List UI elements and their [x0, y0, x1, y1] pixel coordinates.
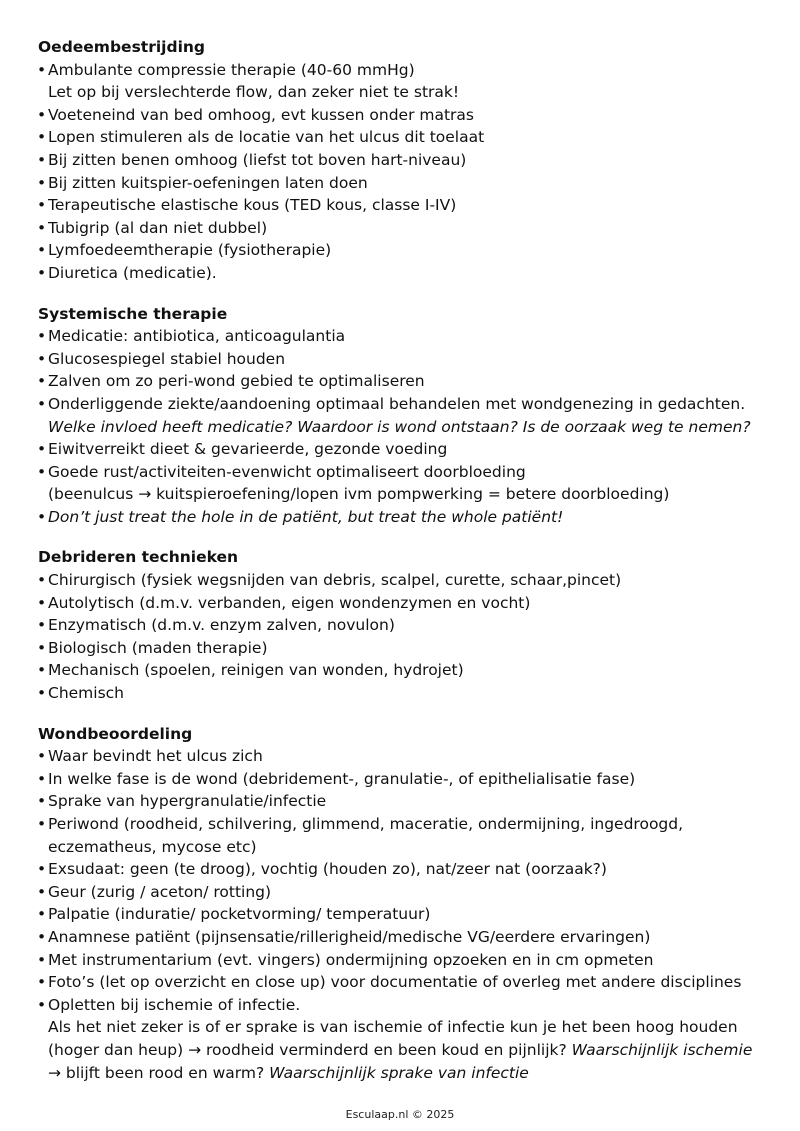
text: Sprake van hypergranulatie/infectie: [48, 792, 327, 811]
text: Let op bij verslechterde flow, dan zeker niet te strak!: [48, 83, 460, 102]
list-item: [36, 149, 776, 172]
list-item-line: [48, 126, 776, 149]
list-item-line: [48, 416, 776, 439]
bullet-icon: •: [37, 616, 47, 635]
section-heading: Debrideren technieken: [38, 548, 239, 567]
list-item: [36, 971, 776, 994]
list-item: [36, 682, 776, 705]
italic-text: Don’t just treat the hole in de patiënt, but treat the whole patiënt!: [48, 507, 564, 526]
bullet-icon: •: [37, 462, 47, 481]
list-item-line: [48, 881, 776, 904]
text: Diuretica (medicatie).: [48, 263, 217, 282]
list-item-line: [48, 217, 776, 240]
bullet-icon: •: [37, 792, 47, 811]
text: Lymfoedeemtherapie (fysiotherapie): [48, 241, 332, 260]
bullet-icon: •: [37, 218, 47, 237]
text: Voeteneind van bed omhoog, evt kussen onder matras: [48, 105, 474, 124]
bullet-icon: •: [37, 60, 47, 79]
list-item: [36, 768, 776, 791]
bullet-icon: •: [37, 995, 47, 1014]
section-systemische-therapie: [36, 303, 776, 529]
text: Periwond (roodheid, schilvering, glimmend, maceratie, ondermijning, ingedroogd,: [48, 815, 684, 833]
list-item: [36, 637, 776, 660]
section-debrideren-technieken: [36, 546, 776, 704]
text: Bij zitten kuitspier-oefeningen laten doen: [48, 173, 368, 192]
list-item: [36, 813, 776, 858]
text: Exsudaat: geen (te droog), vochtig (houden zo), nat/zeer nat (oorzaak?): [48, 860, 607, 879]
list-item-line: [48, 994, 776, 1017]
list-item-line: [48, 370, 776, 393]
text: Mechanisch (spoelen, reinigen van wonden, hydrojet): [48, 661, 464, 680]
list-item-line: [48, 682, 776, 705]
bullet-icon: •: [37, 327, 47, 346]
list-item-line: [48, 59, 776, 82]
list-item-line: [48, 461, 776, 484]
list-item-line: [48, 926, 776, 949]
bullet-icon: •: [37, 150, 47, 169]
list-item: [36, 926, 776, 949]
text: Ambulante compressie therapie (40-60 mmHg): [48, 60, 415, 79]
list-item-line: [48, 393, 776, 416]
bullet-icon: •: [37, 440, 47, 459]
text: Goede rust/activiteiten-evenwicht optimaliseert doorbloeding: [48, 462, 526, 481]
text: Eiwitverreikt dieet & gevarieerde, gezonde voeding: [48, 440, 448, 459]
list-item: [36, 325, 776, 348]
bullet-icon: •: [37, 241, 47, 260]
text: eczematheus, mycose etc): [48, 837, 257, 856]
italic-text: Waarschijnlijk sprake van infectie: [269, 1063, 529, 1082]
list-item: [36, 592, 776, 615]
text: Terapeutische elastische kous (TED kous, classe I-IV): [48, 196, 457, 215]
text: Enzymatisch (d.m.v. enzym zalven, novulon): [48, 616, 395, 635]
section-heading: Oedeembestrijding: [38, 38, 206, 56]
list-item-line: [48, 194, 776, 217]
text: Tubigrip (al dan niet dubbel): [48, 218, 268, 237]
list-item: [36, 438, 776, 461]
list-item: [36, 881, 776, 904]
list-item: [36, 994, 776, 1084]
list-item-line: [48, 745, 776, 768]
bullet-icon: •: [37, 263, 47, 282]
bullet-icon: •: [37, 372, 47, 391]
italic-text: Welke invloed heeft medicatie? Waardoor is wond ontstaan? Is de oorzaak weg te nemen?: [48, 417, 751, 436]
section-heading: Systemische therapie: [38, 304, 228, 323]
list-item: [36, 104, 776, 127]
italic-text: Waarschijnlijk ischemie: [571, 1040, 753, 1059]
section-oedeembestrijding: [36, 36, 776, 285]
bullet-icon: •: [37, 950, 47, 969]
list-item-line: [48, 172, 776, 195]
list-item-line: [48, 239, 776, 262]
footer-copyright: Esculaap.nl © 2025: [345, 1108, 455, 1121]
text: Palpatie (induratie/ pocketvorming/ temperatuur): [48, 905, 431, 924]
bullet-icon: •: [37, 860, 47, 879]
bullet-icon: •: [37, 105, 47, 124]
text: Geur (zurig / aceton/ rotting): [48, 882, 272, 901]
bullet-icon: •: [37, 571, 47, 590]
list-item: [36, 461, 776, 506]
list-item: [36, 172, 776, 195]
list-item: [36, 239, 776, 262]
list-item: [36, 370, 776, 393]
bullet-icon: •: [37, 927, 47, 946]
list-item-line: [48, 949, 776, 972]
list-item: [36, 126, 776, 149]
bullet-icon: •: [37, 905, 47, 924]
list-item-line: [48, 614, 776, 637]
list-item-line: [48, 768, 776, 791]
list-item: [36, 262, 776, 285]
text: Waar bevindt het ulcus zich: [48, 747, 263, 766]
list-item-line: [48, 813, 776, 836]
list-item: [36, 858, 776, 881]
bullet-icon: •: [37, 507, 47, 526]
text: Chirurgisch (fysiek wegsnijden van debris, scalpel, curette, schaar,pincet): [48, 571, 622, 590]
list-item-line: [48, 348, 776, 371]
list-item-line: [48, 1016, 776, 1039]
list-item: [36, 59, 776, 104]
list-item: [36, 506, 776, 529]
list-item-line: [48, 325, 776, 348]
list-item-line: [48, 438, 776, 461]
bullet-icon: •: [37, 661, 47, 680]
list-item-line: [48, 903, 776, 926]
list-item-line: [48, 569, 776, 592]
list-item-line: [48, 971, 776, 994]
text: In welke fase is de wond (debridement-, granulatie-, of epithelialisatie fase): [48, 769, 636, 788]
list-item-line: [48, 1062, 776, 1085]
text: (beenulcus → kuitspieroefening/lopen ivm pompwerking = betere doorbloeding): [48, 485, 670, 504]
list-item-line: [48, 1039, 776, 1062]
list-item-line: [48, 104, 776, 127]
list-item: [36, 949, 776, 972]
bullet-icon: •: [37, 128, 47, 147]
list-item: [36, 569, 776, 592]
bullet-icon: •: [37, 638, 47, 657]
list-item-line: [48, 262, 776, 285]
bullet-icon: •: [37, 349, 47, 368]
text: Foto’s (let op overzicht en close up) voor documentatie of overleg met andere disciplines: [48, 973, 742, 992]
text: Met instrumentarium (evt. vingers) ondermijning opzoeken en in cm opmeten: [48, 950, 654, 969]
text: Onderliggende ziekte/aandoening optimaal behandelen met wondgenezing in gedachten.: [48, 394, 746, 413]
text: Lopen stimuleren als de locatie van het ulcus dit toelaat: [48, 128, 485, 147]
text: Zalven om zo peri-wond gebied te optimaliseren: [48, 372, 425, 391]
list-item-line: [48, 790, 776, 813]
text: (hoger dan heup) → roodheid verminderd en been koud en pijnlijk?: [48, 1040, 572, 1059]
text: Bij zitten benen omhoog (liefst tot boven hart-niveau): [48, 150, 467, 169]
bullet-icon: •: [37, 593, 47, 612]
list-item: [36, 903, 776, 926]
list-item-line: [48, 836, 776, 859]
list-item: [36, 659, 776, 682]
bullet-icon: •: [37, 815, 47, 833]
list-item-line: [48, 506, 776, 529]
list-item: [36, 217, 776, 240]
list-item-line: [48, 592, 776, 615]
list-item-line: [48, 858, 776, 881]
text: Biologisch (maden therapie): [48, 638, 268, 657]
list-item-line: [48, 81, 776, 104]
bullet-icon: •: [37, 747, 47, 766]
bullet-icon: •: [37, 769, 47, 788]
bullet-icon: •: [37, 394, 47, 413]
list-item-line: [48, 149, 776, 172]
section-heading: Wondbeoordeling: [38, 724, 193, 743]
text: Autolytisch (d.m.v. verbanden, eigen wondenzymen en vocht): [48, 593, 531, 612]
text: → blijft been rood en warm?: [48, 1063, 270, 1082]
list-item: [36, 614, 776, 637]
bullet-icon: •: [37, 973, 47, 992]
text: Opletten bij ischemie of infectie.: [48, 995, 301, 1014]
document-body: [36, 36, 776, 1102]
section-wondbeoordeling: [36, 723, 776, 1085]
text: Chemisch: [48, 684, 125, 703]
text: Glucosespiegel stabiel houden: [48, 349, 286, 368]
bullet-icon: •: [37, 882, 47, 901]
list-item: [36, 194, 776, 217]
list-item-line: [48, 659, 776, 682]
list-item: [36, 393, 776, 438]
list-item: [36, 745, 776, 768]
list-item: [36, 790, 776, 813]
text: Anamnese patiënt (pijnsensatie/rillerigheid/medische VG/eerdere ervaringen): [48, 927, 651, 946]
bullet-icon: •: [37, 173, 47, 192]
text: Medicatie: antibiotica, anticoagulantia: [48, 327, 346, 346]
list-item-line: [48, 483, 776, 506]
list-item: [36, 348, 776, 371]
list-item-line: [48, 637, 776, 660]
text: Als het niet zeker is of er sprake is van ischemie of infectie kun je het been hoog houden: [48, 1018, 738, 1037]
bullet-icon: •: [37, 684, 47, 703]
bullet-icon: •: [37, 196, 47, 215]
